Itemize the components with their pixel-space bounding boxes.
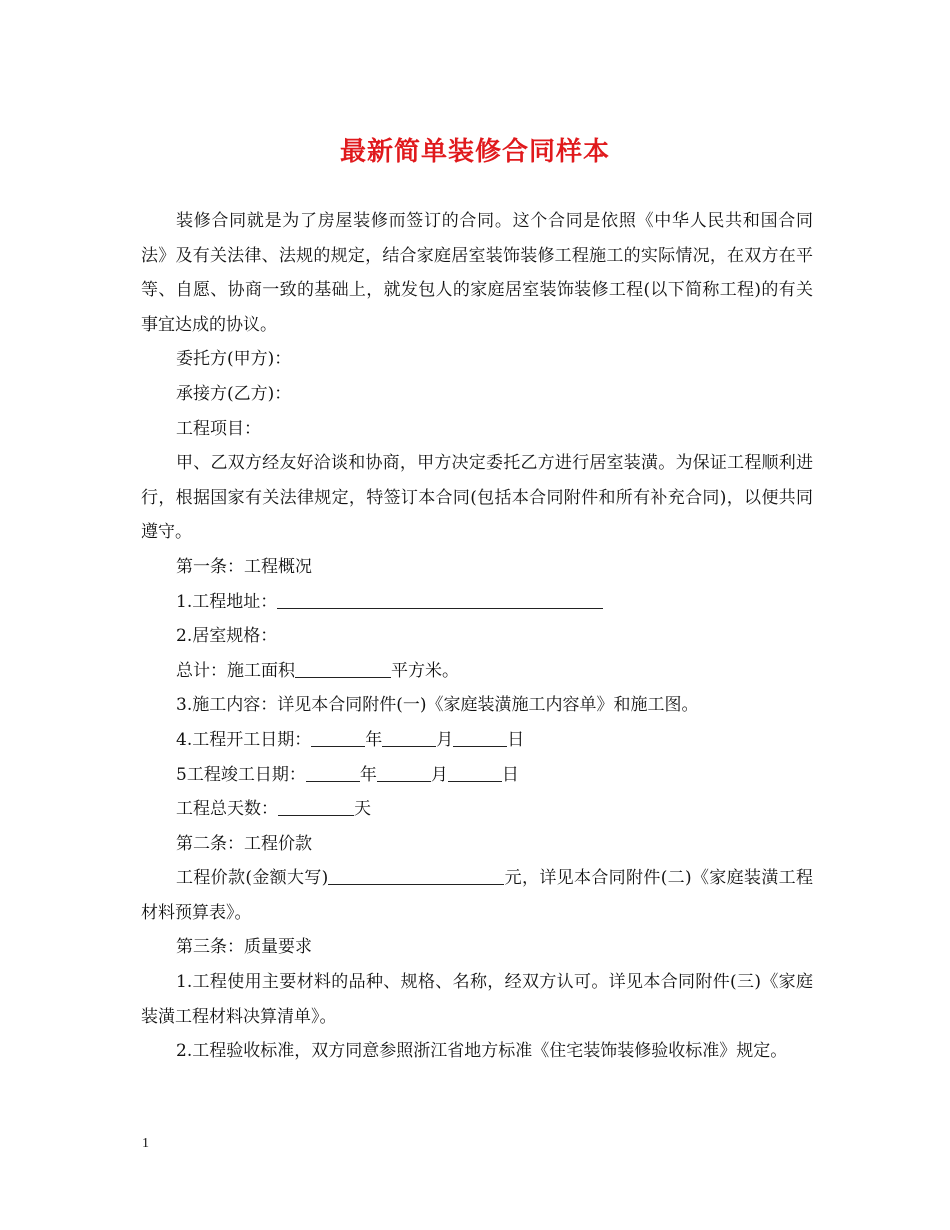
start-day-unit: 日 [507, 729, 525, 750]
end-month-blank [377, 764, 431, 782]
quality-item-2: 2.工程验收标准，双方同意参照浙江省地方标准《住宅装饰装修验收标准》规定。 [176, 1041, 788, 1062]
article-3-heading: 第三条：质量要求 [176, 937, 312, 958]
article-2-heading: 第二条：工程价款 [176, 833, 312, 854]
start-date-line [141, 723, 813, 758]
party-b-line: 承接方(乙方)： [176, 383, 292, 404]
end-date-line [141, 758, 813, 793]
end-year-blank [306, 764, 360, 782]
project-line: 工程项目： [176, 418, 261, 439]
agreement-paragraph: 甲、乙双方经友好洽谈和协商，甲方决定委托乙方进行居室装潢。为保证工程顺利进行，根据国家有关法律规定，特签订本合同(包括本合同附件和所有补充合同)，以便共同遵守。 [141, 453, 813, 543]
price-blank [328, 867, 504, 885]
start-year-unit: 年 [365, 729, 383, 750]
start-day-blank [453, 729, 507, 747]
end-year-unit: 年 [359, 764, 377, 785]
area-blank [295, 660, 391, 678]
area-suffix: 平方米。 [391, 660, 459, 681]
address-line [141, 585, 813, 620]
party-a-line: 委托方(甲方)： [176, 349, 292, 370]
article-1-heading: 第一条：工程概况 [176, 556, 312, 577]
total-days-unit: 天 [354, 799, 371, 820]
end-day-blank [448, 764, 502, 782]
area-line [141, 654, 813, 689]
content-line: 3.施工内容：详见本合同附件(一)《家庭装潢施工内容单》和施工图。 [176, 695, 699, 716]
end-month-unit: 月 [430, 764, 448, 785]
total-days-blank [278, 798, 354, 816]
end-date-label: 5工程竣工日期： [176, 764, 306, 785]
start-month-blank [382, 729, 436, 747]
total-days-line [141, 792, 813, 827]
start-year-blank [311, 729, 365, 747]
address-label: 1.工程地址： [176, 591, 278, 612]
document-body [141, 204, 813, 1069]
price-prefix: 工程价款(金额大写) [176, 868, 329, 889]
price-paragraph [141, 861, 813, 930]
document-title: 最新简单装修合同样本 [339, 137, 610, 167]
spec-line: 2.居室规格： [176, 626, 278, 647]
end-day-unit: 日 [501, 764, 519, 785]
page-number: 1 [142, 1136, 149, 1151]
total-days-label: 工程总天数： [176, 799, 278, 820]
address-blank [277, 591, 603, 609]
start-month-unit: 月 [436, 729, 454, 750]
start-date-label: 4.工程开工日期： [176, 729, 312, 750]
area-prefix: 总计：施工面积 [176, 660, 295, 681]
intro-paragraph: 装修合同就是为了房屋装修而签订的合同。这个合同是依照《中华人民共和国合同法》及有关法律、法规的规定，结合家庭居室装饰装修工程施工的实际情况，在双方在平等、自愿、协商一致的基础上，就发包人的家庭居室装饰装修工程(以下简称工程)的有关事宜达成的协议。 [141, 211, 813, 335]
price-suffix: 元，详见本合同附件(二)《家庭装潢工程材料预算表》。 [141, 868, 814, 923]
quality-item-1: 1.工程使用主要材料的品种、规格、名称，经双方认可。详见本合同附件(三)《家庭装潢工程材料决算清单》。 [141, 972, 813, 1027]
